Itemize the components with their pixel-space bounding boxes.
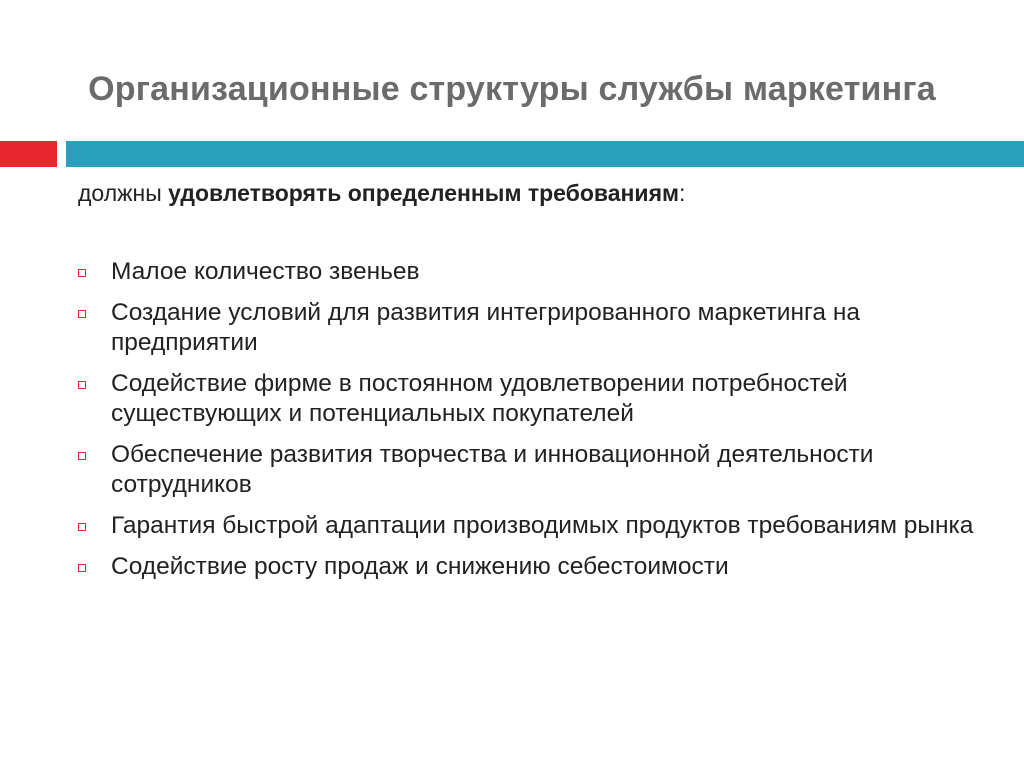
intro-text xyxy=(78,180,978,207)
square-outline-icon xyxy=(78,310,86,318)
intro-emphasis: удовлетворять определенным требованиям xyxy=(168,180,680,206)
square-outline-icon xyxy=(78,381,86,389)
square-outline-icon xyxy=(78,452,86,460)
list-item xyxy=(78,257,978,287)
list-item xyxy=(78,552,978,582)
list-item xyxy=(78,511,978,541)
requirements-list xyxy=(78,257,978,593)
list-item-text: Гарантия быстрой адаптации производимых продуктов требованиям рынка xyxy=(111,512,974,539)
intro-prefix: должны xyxy=(78,180,169,206)
list-item xyxy=(78,369,978,429)
list-item xyxy=(78,298,978,358)
accent-bar-red xyxy=(0,141,57,167)
square-outline-icon xyxy=(78,269,86,277)
list-item-text: Малое количество звеньев xyxy=(111,258,420,285)
square-outline-icon xyxy=(78,564,86,572)
square-outline-icon xyxy=(78,523,86,531)
list-item-text: Создание условий для развития интегрированного маркетинга на предприятии xyxy=(111,299,860,356)
list-item xyxy=(78,440,978,500)
slide-title: Организационные структуры службы маркетинга xyxy=(88,70,936,108)
list-item-text: Содействие фирме в постоянном удовлетворении потребностей существующих и потенциальных покупателей xyxy=(111,370,848,427)
accent-bar-teal xyxy=(66,141,1024,167)
intro-suffix: : xyxy=(679,180,686,206)
list-item-text: Обеспечение развития творчества и инновационной деятельности сотрудников xyxy=(111,441,874,498)
list-item-text: Содействие росту продаж и снижению себестоимости xyxy=(111,553,729,580)
